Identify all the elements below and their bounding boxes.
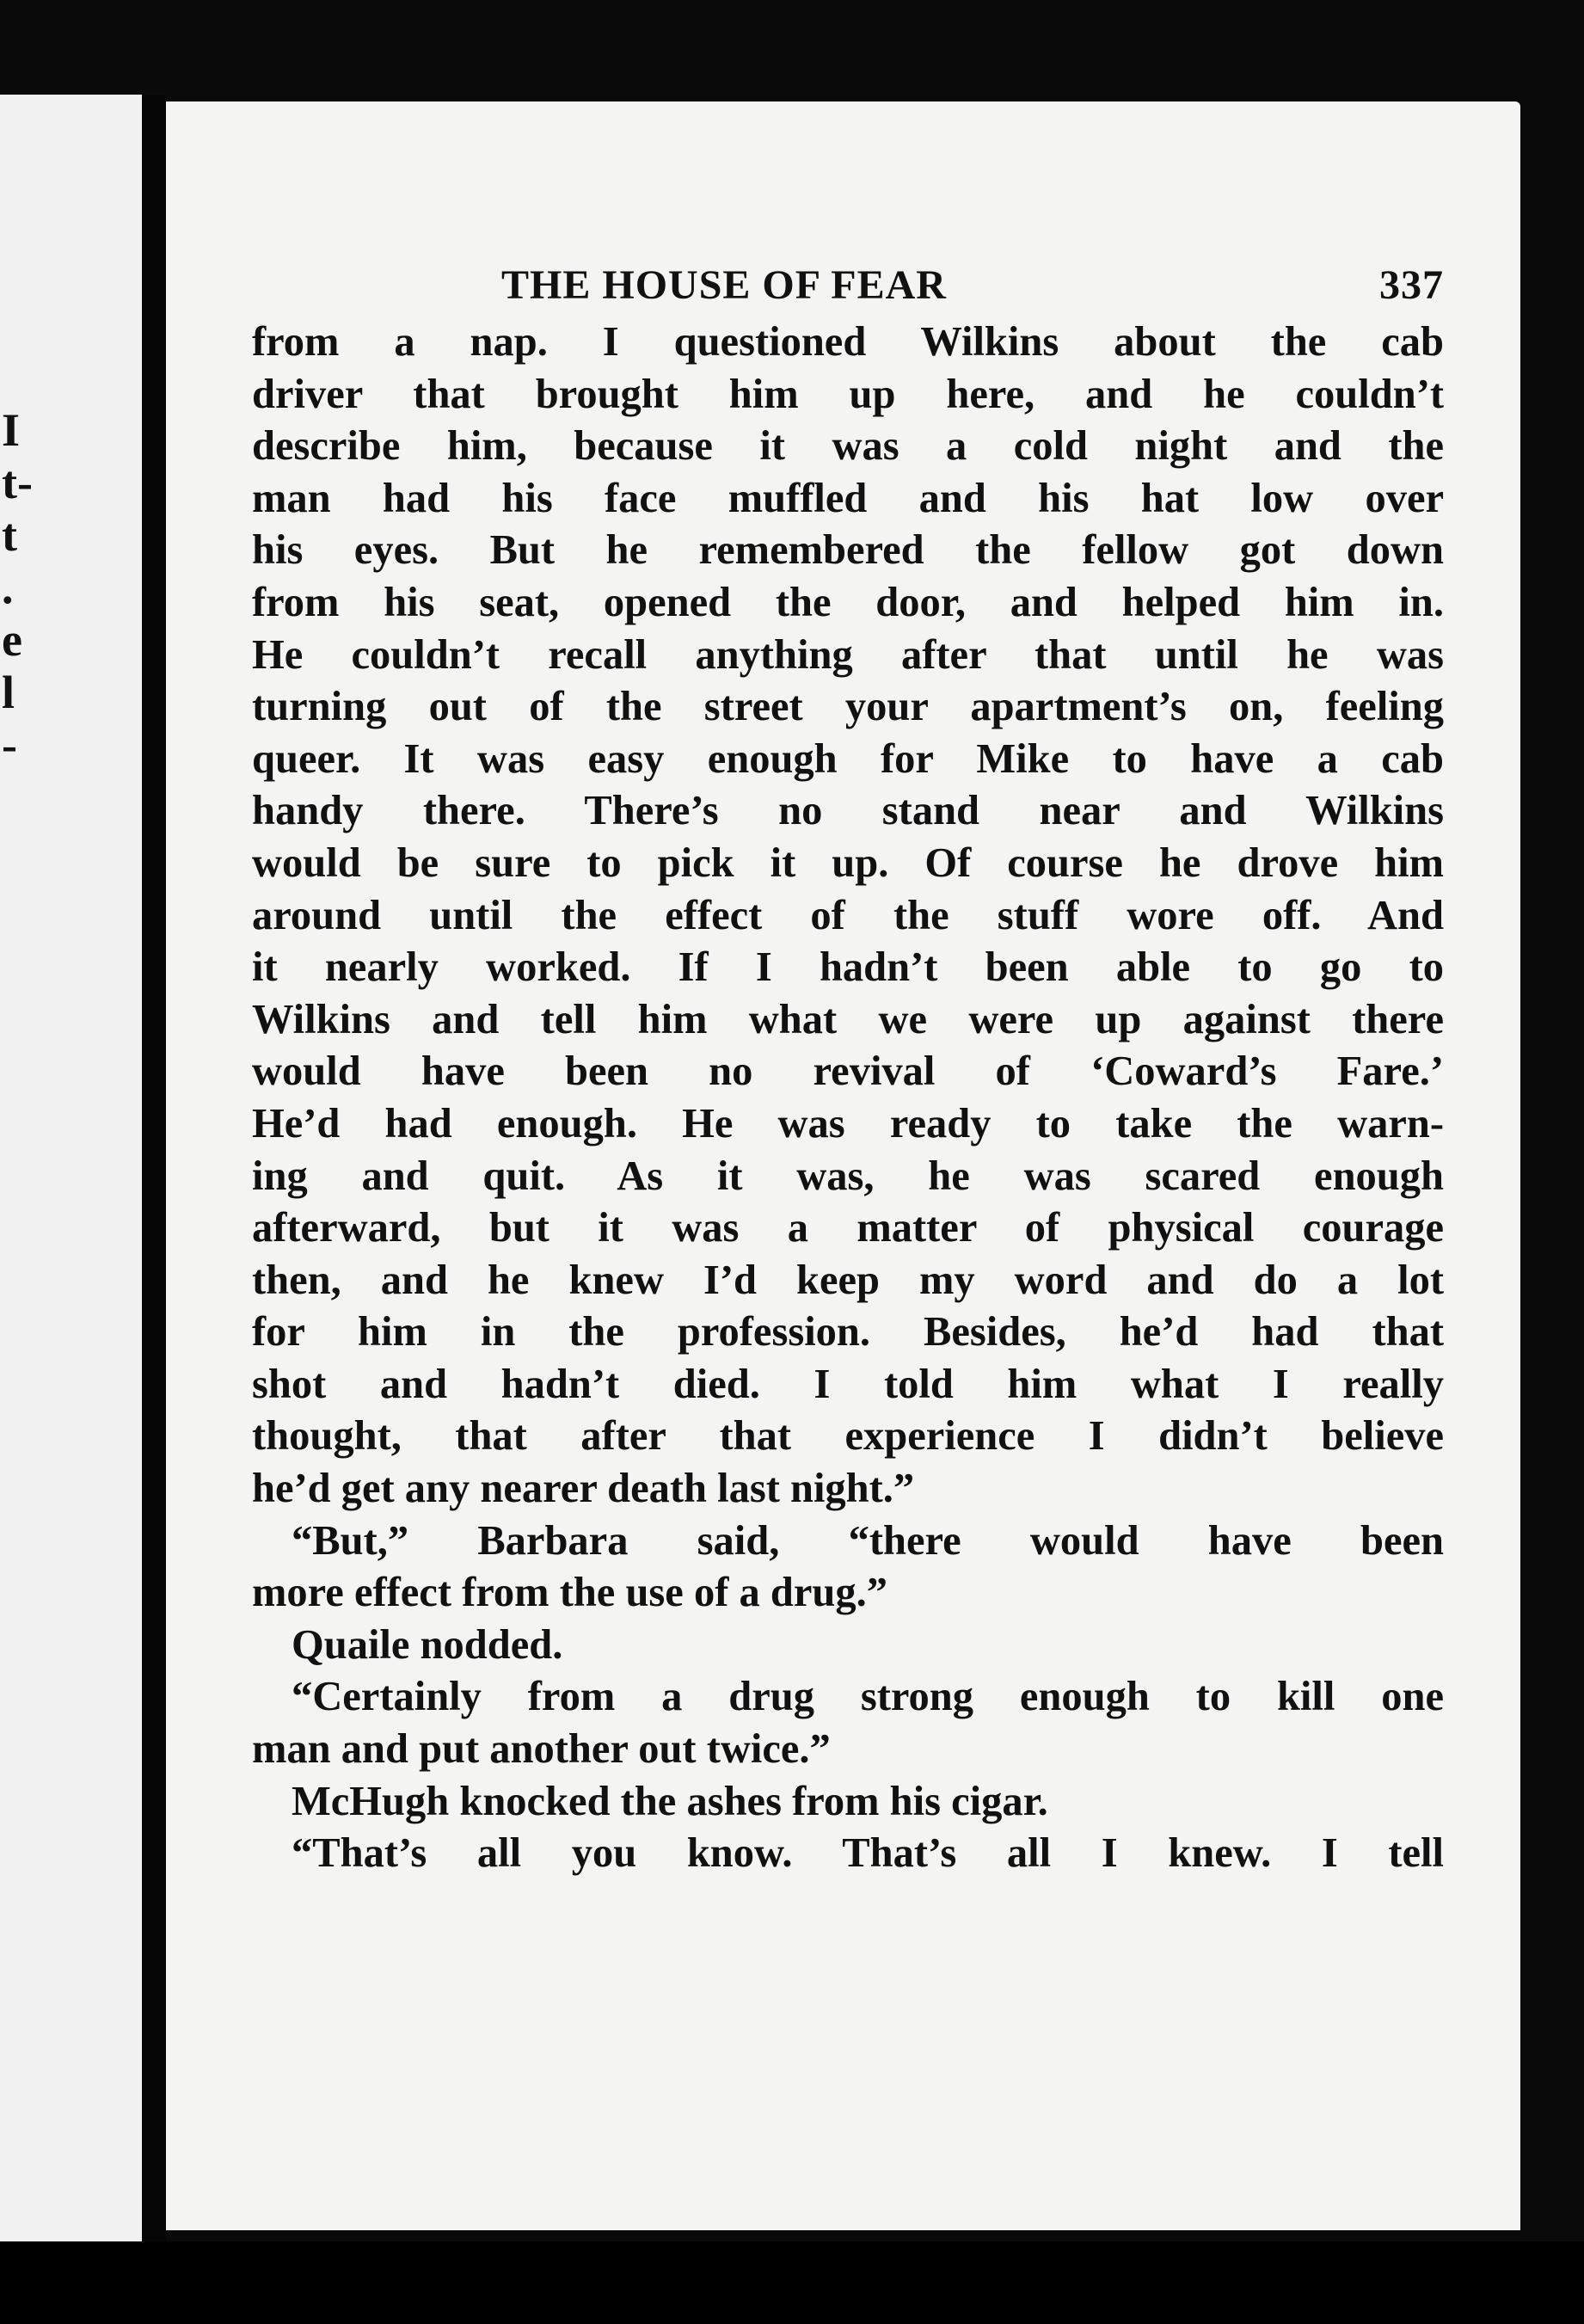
previous-page-edge xyxy=(0,95,142,2245)
running-title: THE HOUSE OF FEAR xyxy=(501,262,947,308)
text-line: afterward, but it was a matter of physical courage xyxy=(252,1205,1444,1251)
text-line: Wilkins and tell him what we were up against there xyxy=(252,996,1444,1042)
text-line: queer. It was easy enough for Mike to have a cab xyxy=(252,735,1444,782)
text-line: man and put another out twice.” xyxy=(252,1726,831,1773)
text-line: then, and he knew I’d keep my word and do a lot xyxy=(252,1257,1444,1303)
text-line: it nearly worked. If I hadn’t been able to go to xyxy=(252,944,1444,991)
page-number: 337 xyxy=(1379,262,1444,308)
text-line: would have been no revival of ‘Coward’s Fare.’ xyxy=(252,1048,1444,1095)
previous-page-fragment: t xyxy=(2,509,17,561)
text-line: from a nap. I questioned Wilkins about the cab xyxy=(252,319,1444,365)
body-text xyxy=(252,317,1444,1880)
text-line: for him in the profession. Besides, he’d had that xyxy=(252,1309,1444,1356)
previous-page-fragment: e xyxy=(2,614,22,666)
previous-page-fragment: t- xyxy=(2,457,33,508)
text-line: McHugh knocked the ashes from his cigar. xyxy=(292,1778,1048,1824)
text-line: turning out of the street your apartment’s on, feeling xyxy=(252,684,1444,730)
text-line: he’d get any nearer death last night.” xyxy=(252,1466,915,1512)
previous-page-fragments xyxy=(0,404,34,772)
book-page xyxy=(166,101,1520,2230)
text-line: “Certainly from a drug strong enough to kill one xyxy=(292,1674,1444,1720)
text-line: “But,” Barbara said, “there would have been xyxy=(292,1517,1444,1564)
book-gutter xyxy=(142,95,166,2245)
previous-page-fragment: I xyxy=(2,404,21,456)
text-line: around until the effect of the stuff wore off. And xyxy=(252,892,1444,938)
text-line: He’d had enough. He was ready to take the warn- xyxy=(252,1100,1444,1147)
previous-page-fragment: . xyxy=(2,562,14,613)
page-content xyxy=(252,255,1444,1880)
text-line: ing and quit. As it was, he was scared enough xyxy=(252,1153,1444,1199)
text-line: would be sure to pick it up. Of course he drove him xyxy=(252,839,1444,886)
text-line: driver that brought him up here, and he couldn’t xyxy=(252,371,1444,417)
text-line: Quaile nodded. xyxy=(292,1621,563,1668)
text-line: from his seat, opened the door, and helped him in. xyxy=(252,579,1444,625)
previous-page-fragment: - xyxy=(2,719,17,771)
text-line: shot and hadn’t died. I told him what I really xyxy=(252,1361,1444,1407)
text-line: “That’s all you know. That’s all I knew. I tell xyxy=(292,1830,1444,1877)
text-line: man had his face muffled and his hat low over xyxy=(252,475,1444,521)
previous-page-fragment: l xyxy=(2,667,15,718)
scan-border xyxy=(0,2241,1584,2324)
text-line: He couldn’t recall anything after that until he was xyxy=(252,631,1444,678)
running-head xyxy=(252,255,1444,317)
text-line: thought, that after that experience I didn’t believe xyxy=(252,1413,1444,1460)
text-line: handy there. There’s no stand near and Wilkins xyxy=(252,788,1444,834)
text-line: more effect from the use of a drug.” xyxy=(252,1570,887,1616)
text-line: describe him, because it was a cold night and the xyxy=(252,423,1444,470)
text-line: his eyes. But he remembered the fellow got down xyxy=(252,527,1444,574)
